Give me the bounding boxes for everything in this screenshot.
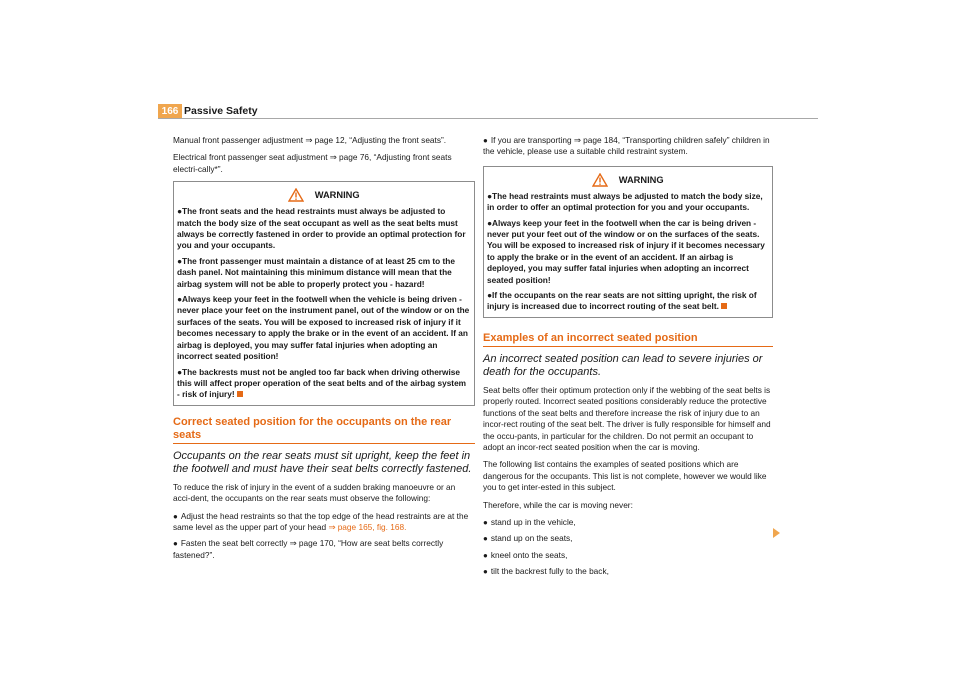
warning-item: ●If the occupants on the rear seats are not sitting upright, the risk of injury is increased due to incorrect routing of the seat belt.: [487, 290, 757, 312]
bullet-icon: ●: [177, 206, 183, 217]
section-heading: Correct seated position for the occupants on the rear seats: [173, 416, 475, 444]
warning-item: ●The backrests must not be angled too far back when driving otherwise this will affect proper operation of the seat belts and of the airbag system - risk of injury!: [177, 366, 467, 400]
next-page-arrow-icon[interactable]: [773, 528, 780, 538]
bullet-icon: ●: [483, 567, 488, 577]
bullet-icon: ●: [173, 511, 178, 521]
section-heading: Examples of an incorrect seated position: [483, 332, 773, 347]
warning-header: [177, 186, 471, 202]
warning-item: ●Always keep your feet in the footwell when the car is being driven - never put your feet out of the window or on the surfaces of the seats. You will be exposed to increased risk of injury if it becomes necessary to apply the brake or in the event of an accident. If an airbag is deployed, you may suffer fatal injuries when adopting an incorrect seated position!: [487, 217, 765, 285]
warning-title: WARNING: [314, 190, 360, 201]
warning-box: [173, 181, 475, 406]
list-item: ● tilt the backrest fully to the back,: [483, 566, 609, 577]
bullet-icon: ●: [483, 517, 488, 527]
bullet-icon: ●: [483, 136, 488, 145]
intro-paragraph: Manual front passenger adjustment ⇒ page 12, “Adjusting the front seats”.: [173, 135, 447, 145]
bullet-icon: ●: [177, 366, 183, 377]
end-of-section-marker: [721, 303, 727, 309]
left-column: [173, 135, 475, 566]
section-subheading: Occupants on the rear seats must sit upright, keep the feet in the footwell and must have their seat belts correctly fastened.: [173, 449, 472, 475]
list-item: ● Fasten the seat belt correctly ⇒ page 170, “How are seat belts correctly fastened?”.: [173, 538, 444, 560]
warning-title: WARNING: [618, 174, 664, 185]
body-paragraph: To reduce the risk of injury in the event of a sudden braking manoeuvre or an acci-dent, the occupants on the rear seats must observe the following:: [173, 481, 456, 504]
intro-paragraph: Electrical front passenger seat adjustment ⇒ page 76, “Adjusting front seats electri-cally*”.: [173, 152, 452, 174]
list-item: ● kneel onto the seats,: [483, 549, 568, 560]
warning-item: ●The front seats and the head restraints must always be adjusted to match the body size of the seat occupant as well as the seat belts must always be correctly fastened in order to provide an optimal protection for you and your occupants.: [177, 206, 466, 251]
bullet-icon: ●: [483, 550, 488, 560]
right-column: [483, 135, 773, 583]
bullet-icon: ●: [487, 217, 493, 228]
list-item: ● Adjust the head restraints so that the top edge of the head restraints are at the same level as the upper part of your head ⇒ page 165, fig. 168.: [173, 510, 469, 532]
page-reference-link[interactable]: ⇒ page 165, fig. 168.: [328, 521, 407, 532]
warning-triangle-icon: [592, 173, 608, 187]
warning-item: ●Always keep your feet in the footwell when the vehicle is being driven - never place your feet on the instrument panel, out of the window or on the surfaces of the seats. You will be exposed to increased risk of injury if it becomes necessary to apply the brake or in the event of an accident. If an airbag is deployed, you may suffer fatal injuries when adopting an incorrect seated position!: [177, 294, 470, 362]
list-item: ● stand up on the seats,: [483, 533, 573, 544]
warning-triangle-icon: [288, 188, 304, 202]
section-subheading: An incorrect seated position can lead to severe injuries or death for the occupants.: [483, 352, 763, 378]
body-paragraph: Seat belts offer their optimum protection only if the webbing of the seat belts is properly routed. Incorrect seated positions considerably reduce the protective functions of the seat belts and therefore increase the risk of injury due to an incor-rect routing of the seat belt. The driver is fully responsible for himself and the occu-pants, in particular for the children. Do not permit an occupant to adopt an incor-rect seated position when the car is moving.: [483, 384, 771, 452]
bullet-icon: ●: [487, 190, 493, 201]
header-rule: [158, 118, 818, 119]
page-number: 166: [158, 104, 182, 119]
body-paragraph: Therefore, while the car is moving never:: [483, 499, 633, 510]
warning-header: [487, 171, 769, 187]
end-of-section-marker: [237, 391, 243, 397]
list-item: ● If you are transporting ⇒ page 184, “Transporting children safely” children in the vehicle, please use a suitable child restraint system.: [483, 135, 770, 157]
bullet-icon: ●: [487, 290, 493, 301]
list-item: ● stand up in the vehicle,: [483, 516, 576, 527]
body-paragraph: The following list contains the examples of seated positions which are dangerous for the occupants. This list is not complete, however we would like you to get inter-ested in this subject.: [483, 459, 767, 493]
warning-box: [483, 166, 773, 318]
warning-item: ●The head restraints must always be adjusted to match the body size, in order to offer an optimal protection for you and your occupants.: [487, 190, 763, 213]
warning-item: ●The front passenger must maintain a distance of at least 25 cm to the dash panel. Not maintaining this minimum distance will mean that the airbag system will not be able to properly protect you - hazard!: [177, 255, 455, 289]
bullet-icon: ●: [173, 539, 178, 549]
bullet-icon: ●: [177, 294, 183, 305]
running-header-title: Passive Safety: [184, 105, 258, 117]
bullet-icon: ●: [483, 534, 488, 544]
bullet-icon: ●: [177, 255, 183, 266]
